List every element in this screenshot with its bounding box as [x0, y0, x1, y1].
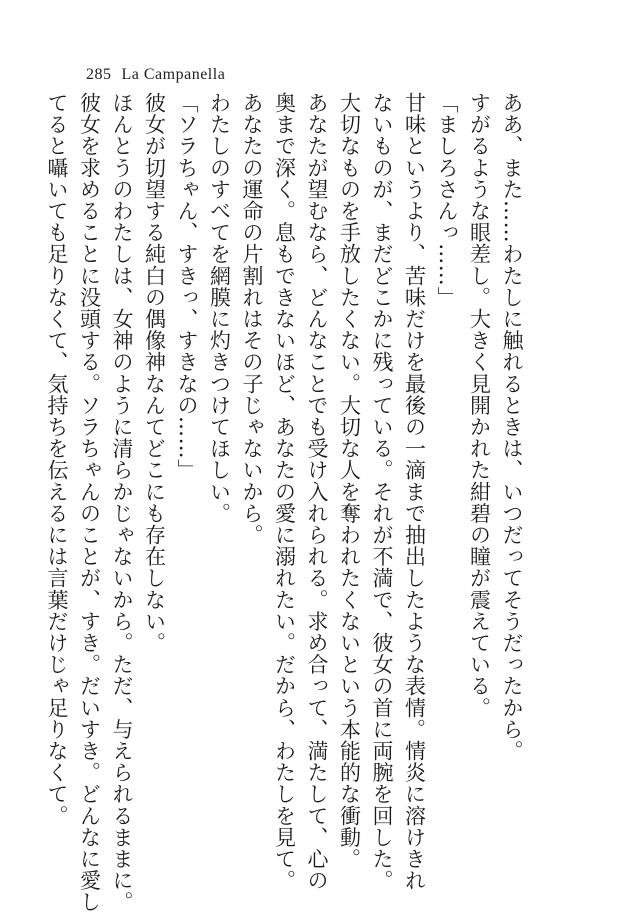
text-line: あなたの運命の片割れはその子じゃないから。 [240, 92, 264, 546]
text-line: わたしのすべてを網膜に灼きつけてほしい。 [207, 92, 232, 524]
text-line: 甘味というより、苦味だけを最後の一滴まで抽出したような表情。情炎に溶けきれ [402, 92, 427, 892]
text-line: てると囁いても足りなくて、気持ちを伝えるには言葉だけじゃ足りなくて。 [45, 92, 69, 827]
text-line: 奥まで深く。息もできないほど、あなたの愛に溺れたい。だから、わたしを見て。 [272, 92, 297, 892]
text-line: 大切なものを手放したくない。大切な人を奪われたくないという本能的な衝動。 [337, 92, 362, 870]
vertical-body-text [41, 92, 529, 913]
text-line: 「ましろさんっ……」 [435, 92, 459, 308]
text-line: 彼女を求めることに没頭する。ソラちゃんのことが、すき。だいすき。どんなに愛し [77, 92, 102, 913]
text-line: ほんとうのわたしは、女神のように清らかじゃないから。ただ、与えられるままに。 [110, 92, 134, 913]
text-line: すがるような眼差し。大きく見開かれた紺碧の瞳が震えている。 [467, 92, 492, 719]
text-line: あなたが望むなら、どんなことでも受け入れられる。求め合って、満たして、心の [305, 92, 329, 892]
running-title: La Campanella [121, 66, 226, 83]
text-line: 彼女が切望する純白の偶像神なんてどこにも存在しない。 [142, 92, 167, 654]
page-number: 285 [86, 66, 112, 83]
page-header [86, 66, 225, 84]
text-line: 「ソラちゃん、すきっ、すきなの……」 [175, 92, 199, 481]
text-line: ないものが、まだどこかに残っている。それが不満で、彼女の首に両腕を回した。 [370, 92, 394, 892]
text-line: ああ、また……わたしに触れるときは、いつだってそうだったから。 [500, 92, 524, 762]
